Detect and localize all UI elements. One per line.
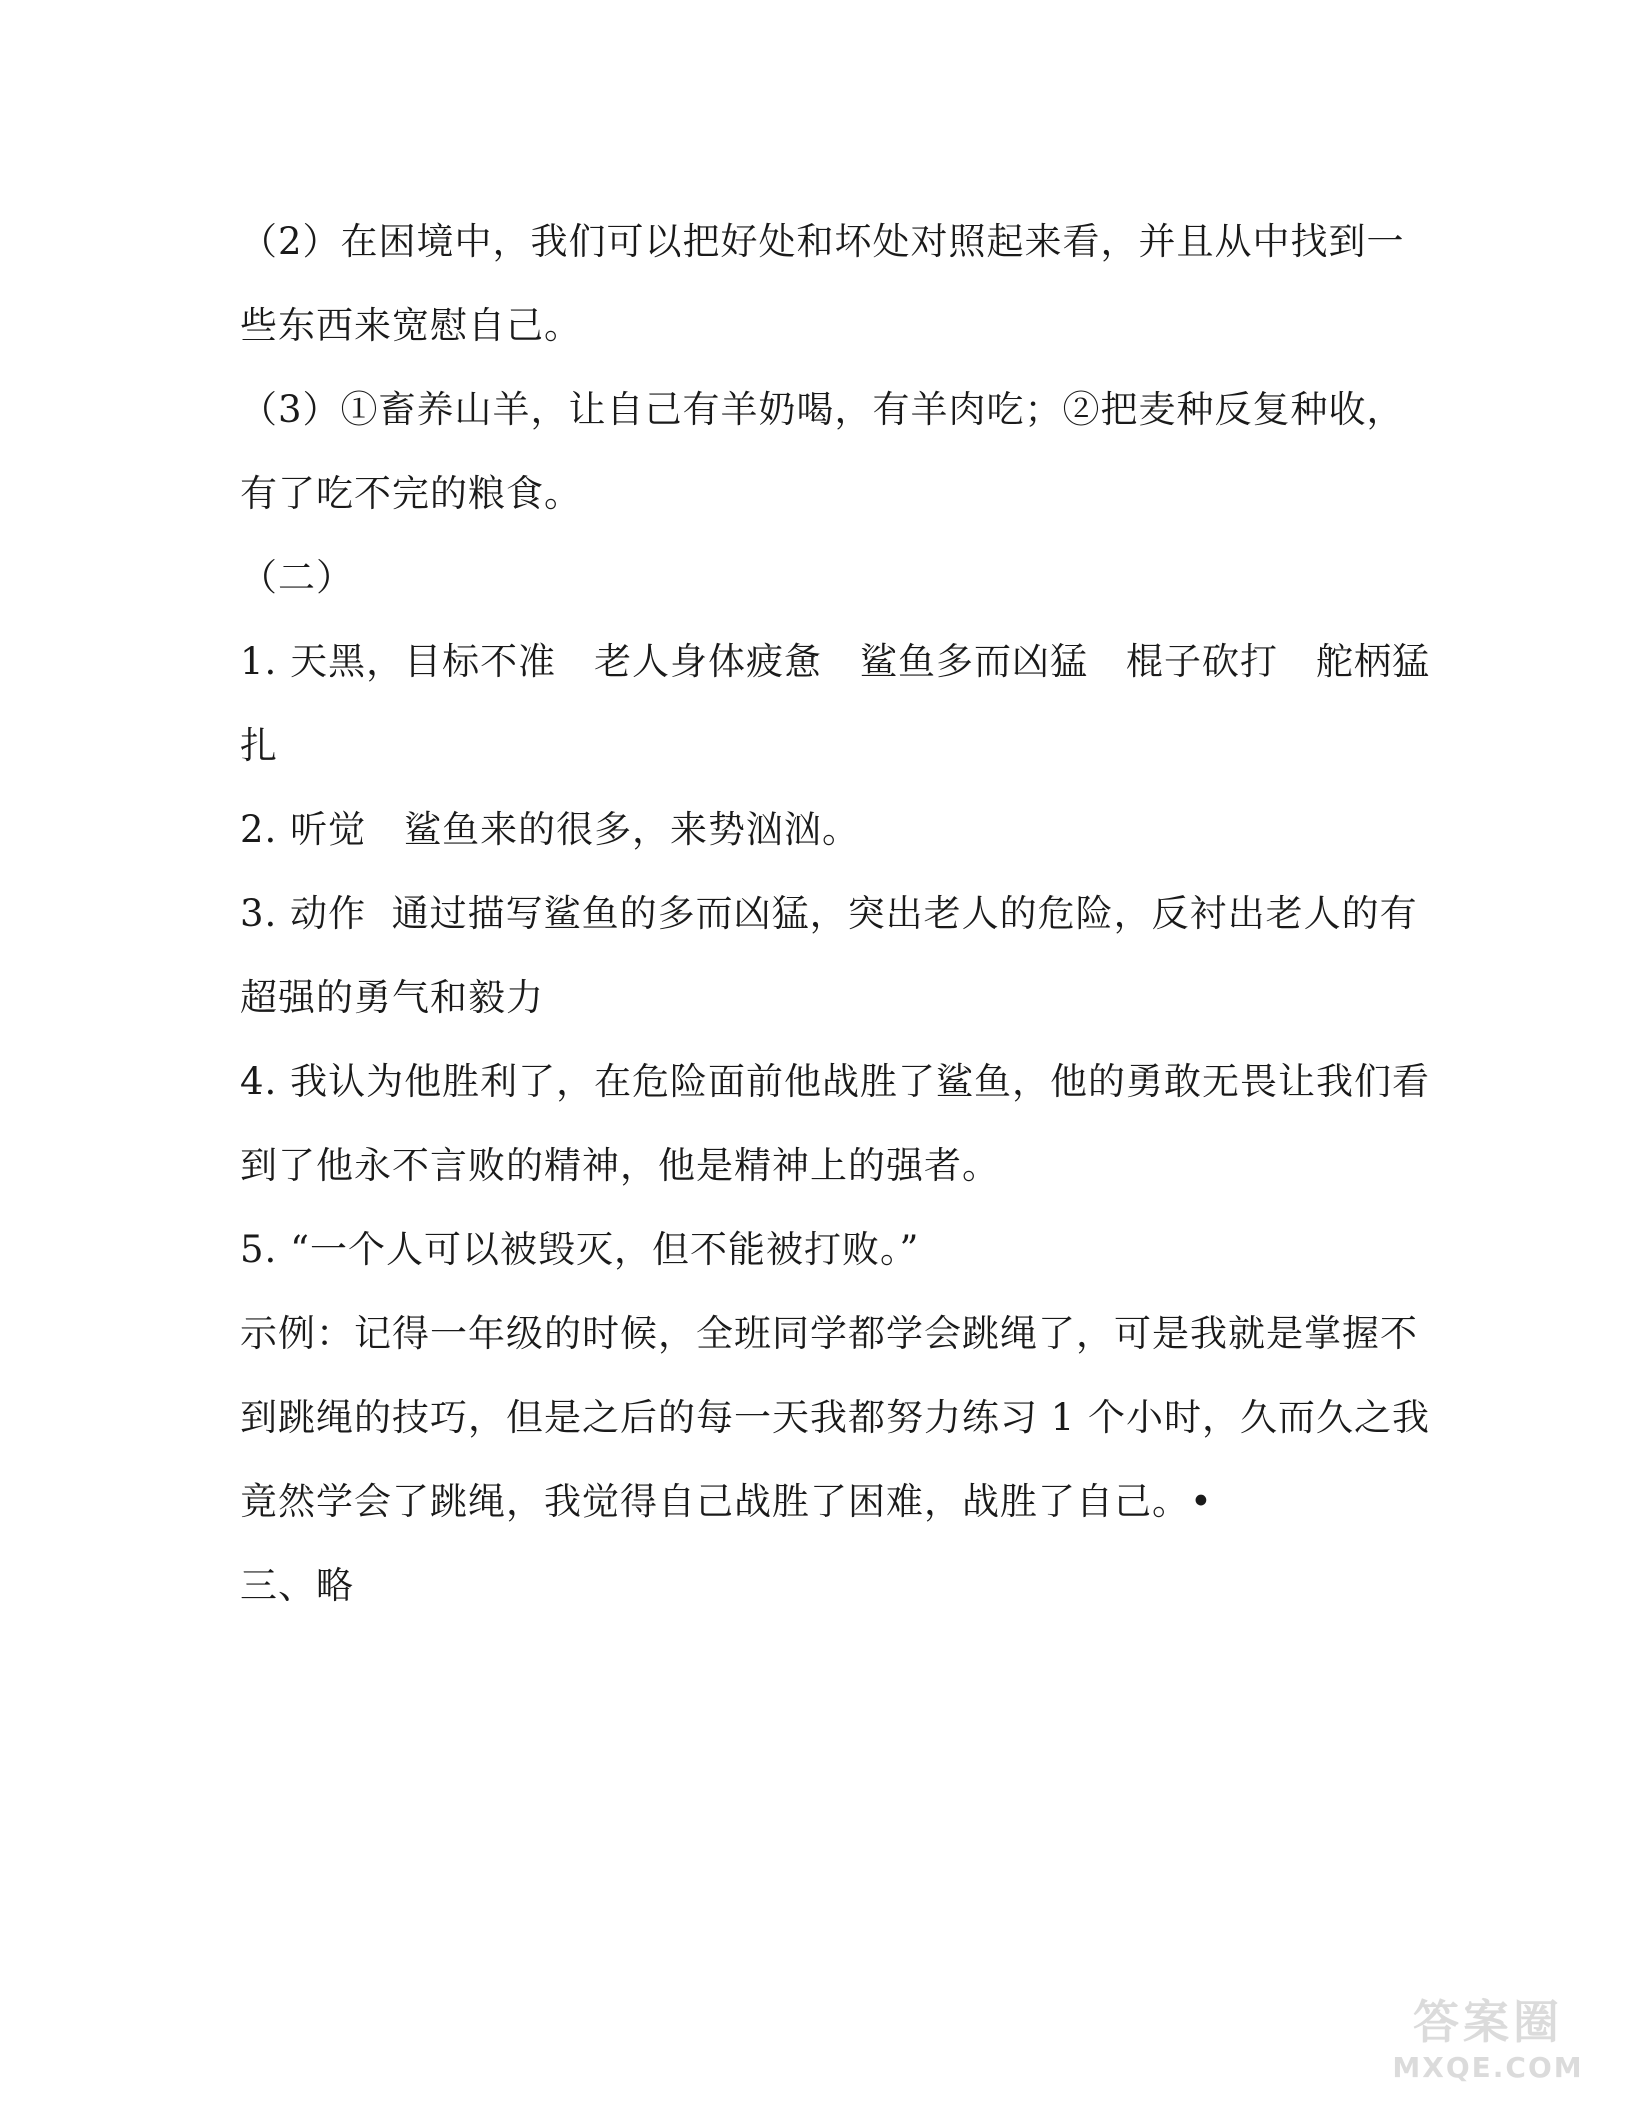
watermark-url: MXQE.COM [1392,2051,1584,2084]
text-line: 到跳绳的技巧，但是之后的每一天我都努力练习 1 个小时，久而久之我 [240,1396,1431,1439]
text-line: 竟然学会了跳绳，我觉得自己战胜了困难，战胜了自己。• [240,1480,1213,1523]
text-line: 5. “一个人可以被毁灭，但不能被打败。” [240,1228,920,1271]
text-line: 到了他永不言败的精神，他是精神上的强者。 [240,1144,1000,1187]
text-line: （2）在困境中，我们可以把好处和坏处对照起来看，并且从中找到一 [240,220,1405,263]
text-line: （3）①畜养山羊，让自己有羊奶喝，有羊肉吃；②把麦种反复种收， [240,388,1405,431]
section-heading: 三、略 [240,1564,354,1607]
text-line: 1. 天黑，目标不准 老人身体疲惫 鲨鱼多而凶猛 棍子砍打 舵柄猛 [240,640,1431,683]
text-line: 超强的勇气和毅力 [240,976,544,1019]
text-line: 4. 我认为他胜利了，在危险面前他战胜了鲨鱼，他的勇敢无畏让我们看 [240,1060,1431,1103]
text-line: 2. 听觉 鲨鱼来的很多，来势汹汹。 [240,808,861,851]
watermark-logo [1368,1994,1608,2098]
watermark-title: 答案圈 [1413,1995,1563,2049]
text-line: 些东西来宽慰自己。 [240,304,582,347]
text-line: 有了吃不完的粮食。 [240,472,582,515]
section-heading: （二） [240,556,354,599]
document-body [240,200,1431,1628]
text-line: 3. 动作 通过描写鲨鱼的多而凶猛，突出老人的危险，反衬出老人的有 [240,892,1418,935]
text-line: 扎 [240,724,278,767]
text-line: 示例：记得一年级的时候，全班同学都学会跳绳了，可是我就是掌握不 [240,1312,1418,1355]
